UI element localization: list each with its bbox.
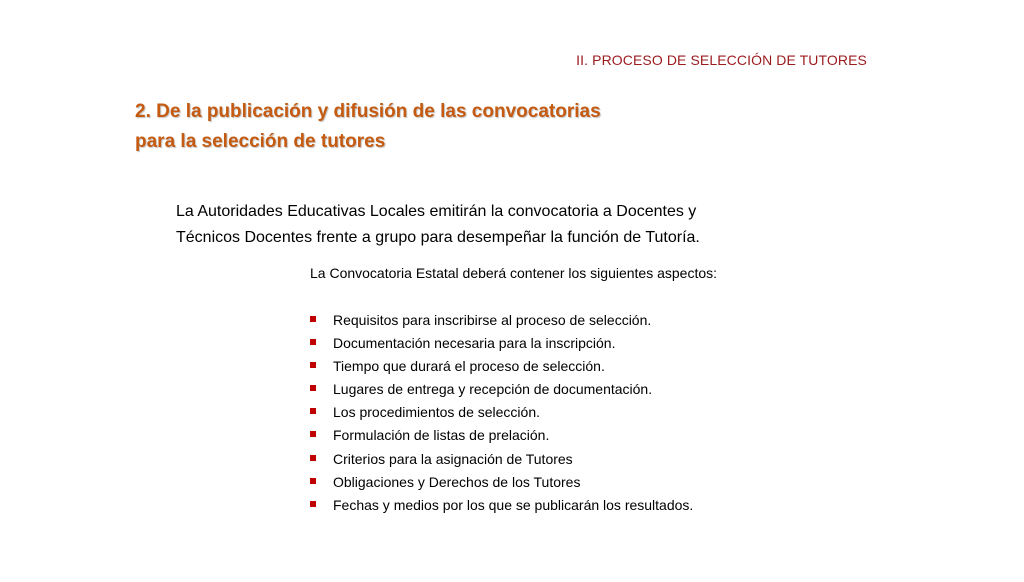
slide-title — [135, 97, 735, 157]
list-item-text: Los procedimientos de selección. — [333, 404, 541, 421]
list-item — [310, 333, 693, 356]
list-item-text: Lugares de entrega y recepción de documentación. — [333, 381, 653, 398]
list-item — [310, 425, 693, 448]
square-bullet-icon — [310, 408, 316, 414]
square-bullet-icon — [310, 431, 316, 437]
square-bullet-icon — [310, 478, 316, 484]
list-item — [310, 472, 693, 495]
intro-paragraph — [176, 199, 836, 251]
list-item-text: Criterios para la asignación de Tutores — [333, 450, 573, 467]
slide-title-line-1: 2. De la publicación y difusión de las convocatorias — [135, 101, 601, 122]
list-item — [310, 402, 693, 425]
list-item — [310, 356, 693, 379]
square-bullet-icon — [310, 316, 316, 322]
list-item-text: Documentación necesaria para la inscripción. — [333, 335, 616, 352]
square-bullet-icon — [310, 455, 316, 461]
list-item-text: Requisitos para inscribirse al proceso de selección. — [333, 312, 652, 328]
list-item-text: Obligaciones y Derechos de los Tutores — [333, 473, 581, 490]
list-item — [310, 495, 693, 518]
section-header: II. PROCESO DE SELECCIÓN DE TUTORES — [576, 52, 867, 68]
intro-line-1: La Autoridades Educativas Locales emitirán la convocatoria a Docentes y — [176, 203, 697, 220]
square-bullet-icon — [310, 385, 316, 391]
list-item — [310, 379, 693, 402]
aspects-list — [310, 310, 693, 518]
list-item-text: Fechas y medios por los que se publicarán los resultados. — [333, 496, 694, 513]
list-item — [310, 449, 693, 472]
square-bullet-icon — [310, 501, 316, 507]
intro-line-2: Técnicos Docentes frente a grupo para desempeñar la función de Tutoría. — [176, 229, 700, 246]
list-item — [310, 310, 693, 333]
lead-text: La Convocatoria Estatal deberá contener los siguientes aspectos: — [310, 265, 718, 281]
list-item-text: Tiempo que durará el proceso de selección. — [333, 358, 605, 375]
square-bullet-icon — [310, 362, 316, 368]
list-item-text: Formulación de listas de prelación. — [333, 427, 550, 444]
square-bullet-icon — [310, 339, 316, 345]
slide-title-line-2: para la selección de tutores — [135, 131, 386, 152]
